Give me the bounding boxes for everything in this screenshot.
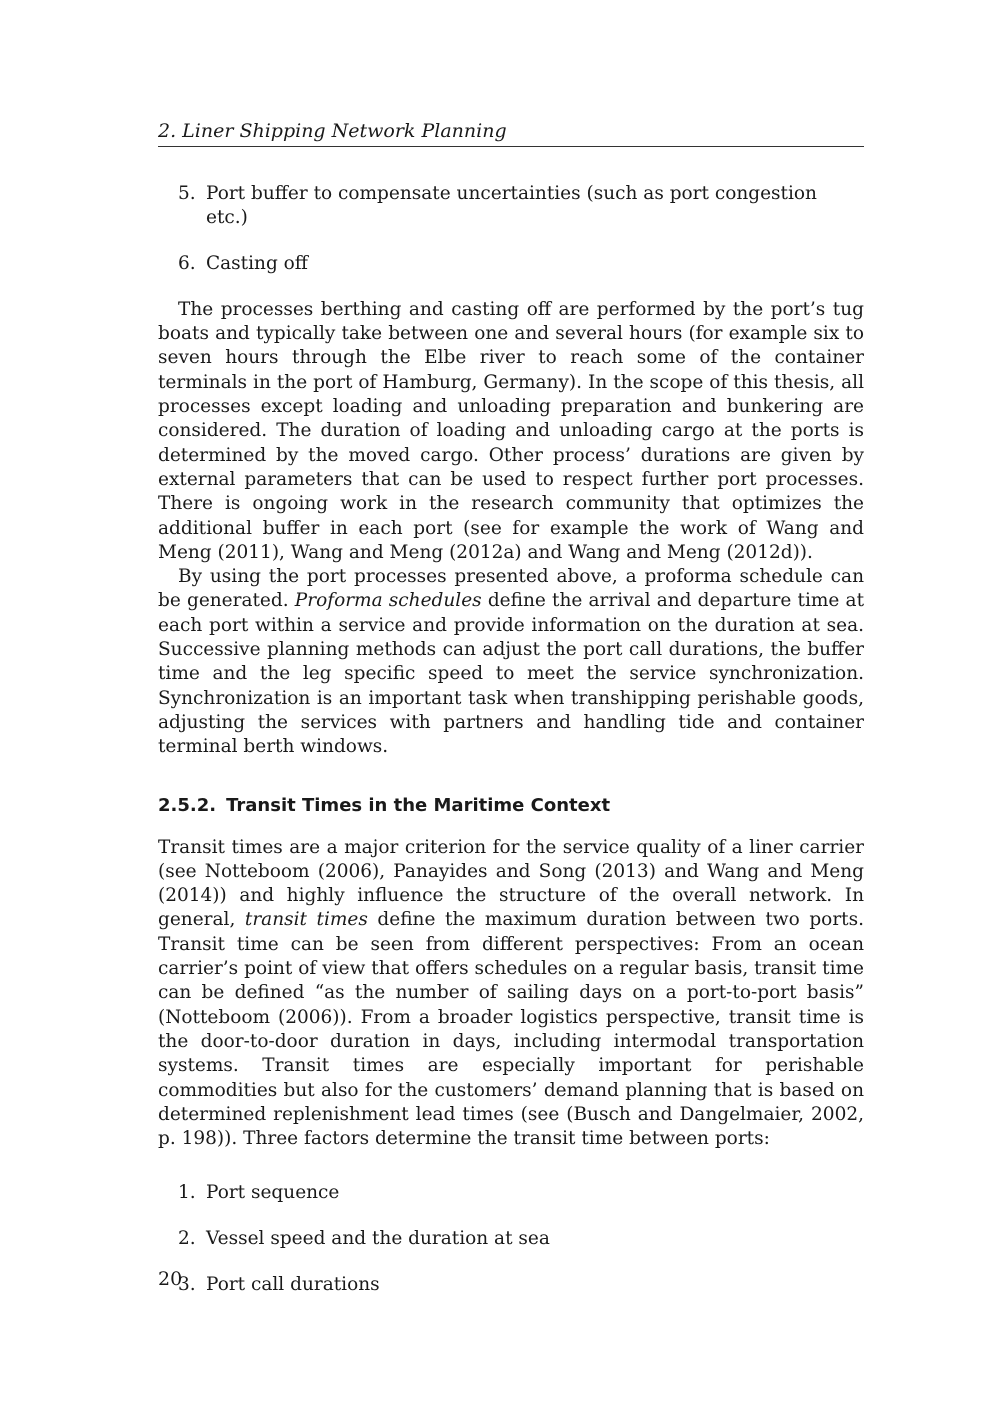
paragraph-text: define the arrival and departure time at each port within a service and provide information on the duration at sea. Successive planning methods can adjust the port call durations, the buffer time and the leg specific speed to meet the service synchronization. Synchronization is an important task when transhipping perishable goods, adjusting the services with partners and handling tide and container terminal berth windows.: [158, 590, 865, 758]
list-item: [158, 1181, 864, 1205]
list-item-number: 3.: [178, 1273, 196, 1295]
process-list-continued: [158, 182, 864, 276]
list-item-text: Port sequence: [206, 1182, 340, 1204]
paragraph-text: define the maximum duration between two ports. Transit time can be seen from different perspectives: From an ocean carrier’s point of view that offers schedules on a regular basis, transit time can be defined “as the number of sailing days on a port-to-port basis” (Notteboom (2006)). From a broader logistics perspective, transit time is the door-to-door duration in days, including intermodal transportation systems. Transit times are especially important for perishable commodities but also for the customers’ demand planning that is based on determined replenishment lead times (see (Busch and Dangelmaier, 2002, p. 198)). Three factors determine the transit time between ports:: [158, 909, 864, 1150]
paragraph-transit-times: [158, 836, 864, 1152]
list-item-number: 1.: [178, 1182, 196, 1204]
list-item-text: Port call durations: [206, 1273, 380, 1295]
section-heading: [158, 794, 864, 818]
running-header: [158, 118, 864, 147]
section-title: Transit Times in the Maritime Context: [226, 794, 611, 816]
list-item-number: 2.: [178, 1228, 196, 1250]
list-item-number: 5.: [178, 183, 196, 204]
list-item-text: Casting off: [206, 253, 308, 275]
list-item: [158, 182, 864, 231]
list-item: [158, 252, 864, 276]
emphasized-term: Proforma schedules: [294, 590, 482, 612]
running-title: 2. Liner Shipping Network Planning: [158, 120, 507, 142]
transit-factor-list: [158, 1181, 864, 1297]
paragraph-port-processes: The processes berthing and casting off are performed by the port’s tug boats and typically take between one and several hours (for example six to seven hours through the Elbe river to reach some of the container terminals in the port of Hamburg, Germany). In the scope of this thesis, all processes except loading and unloading preparation and bunkering are considered. The duration of loading and unloading cargo at the ports is determined by the moved cargo. Other process’ durations are given by external parameters that can be used to respect further port processes. There is ongoing work in the research community that optimizes the additional buffer in each port (see for example the work of Wang and Meng (2011), Wang and Meng (2012a) and Wang and Meng (2012d)).: [158, 298, 864, 563]
list-item: [158, 1227, 864, 1251]
emphasized-term: transit times: [244, 909, 368, 931]
list-item-number: 6.: [178, 253, 196, 275]
list-item: [158, 1273, 864, 1297]
page-number: 20: [158, 1268, 183, 1290]
paragraph-text: Transit times are a major criterion for the service quality of a liner carrier (see Notteboom (2006), Panayides and Song (2013) and Wang and Meng (2014)) and highly influence the structure of the overall network. In general,: [158, 836, 864, 931]
list-item-text: Port buffer to compensate uncertainties (such as port congestion etc.): [206, 183, 817, 229]
paragraph-text: By using the port processes presented above, a proforma schedule can be generated.: [158, 566, 864, 612]
page-body: [158, 182, 864, 1319]
list-item-text: Vessel speed and the duration at sea: [206, 1228, 550, 1250]
paragraph-proforma-schedules: [158, 565, 864, 759]
section-number: 2.5.2.: [158, 794, 217, 816]
